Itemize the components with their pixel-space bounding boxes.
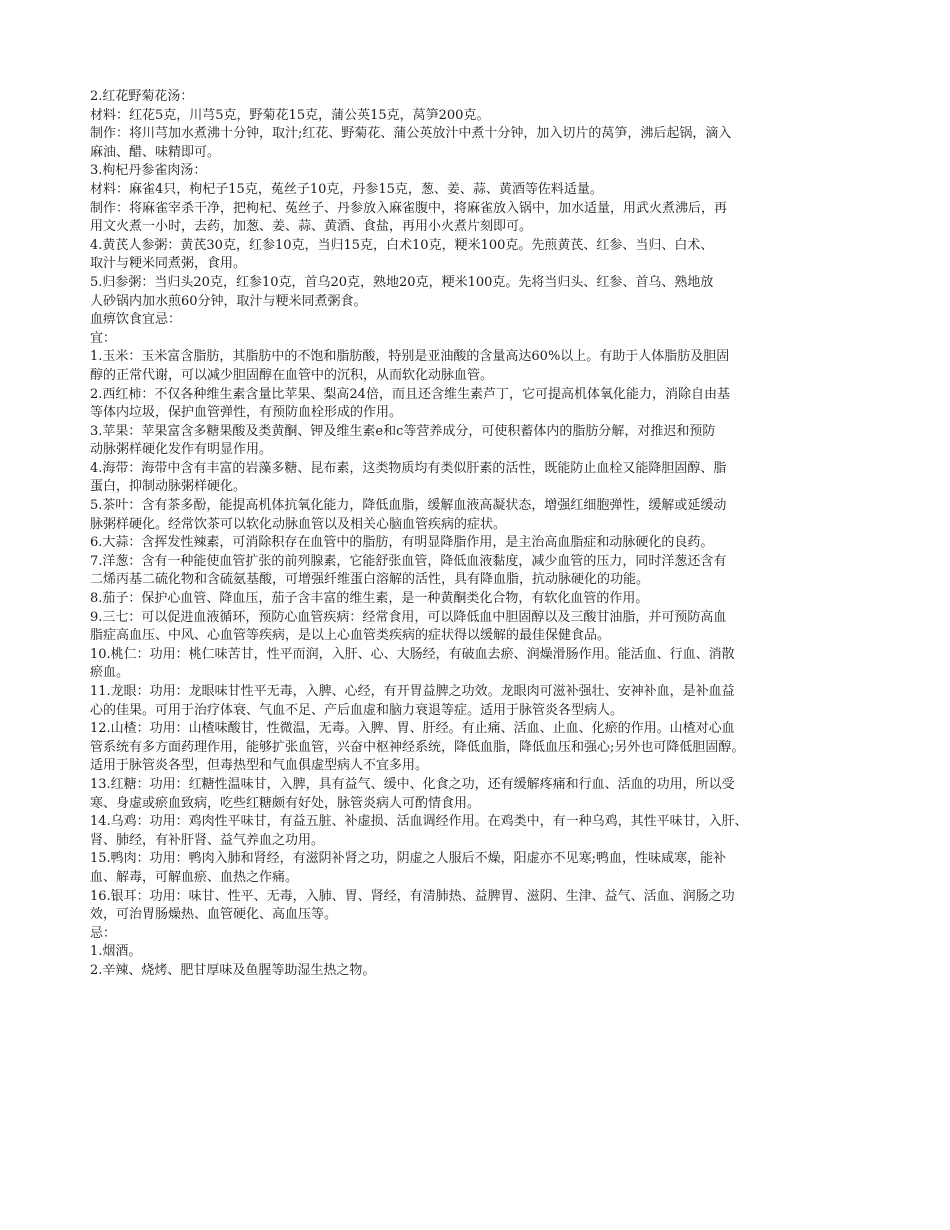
text-line: 二烯丙基二硫化物和含硫氨基酸，可增强纤维蛋白溶解的活性，具有降血脂，抗动脉硬化的功能。	[90, 572, 650, 588]
text-line: 效，可治胃肠燥热、血管硬化、高血压等。	[90, 907, 338, 923]
text-line: 醇的正常代谢，可以减少胆固醇在血管中的沉积，从而软化动脉血管。	[90, 367, 494, 383]
text-line: 脂症高血压、中风、心血管等疾病，是以上心血管类疾病的症状得以缓解的最佳保健食品。	[90, 628, 611, 644]
subheading-recommended: 宜：	[90, 330, 117, 346]
text-line: 6.大蒜：含挥发性辣素，可消除积存在血管中的脂肪，有明显降脂作用，是主治高血脂症和动脉硬化的良药。	[90, 535, 714, 551]
text-line: 蛋白，抑制动脉粥样硬化。	[90, 479, 247, 495]
text-line: 脉粥样硬化。经常饮茶可以软化动脉血管以及相关心脑血管疾病的症状。	[90, 516, 507, 532]
section-heading-recipe-2: 2.红花野菊花汤：	[90, 89, 194, 104]
text-line: 等体内垃圾，保护血管弹性，有预防血栓形成的作用。	[90, 405, 403, 421]
text-line: 3.苹果：苹果富含多糖果酸及类黄酮、钾及维生素e和c等营养成分，可使积蓄体内的脂肪分解，对推迟和预防	[90, 423, 716, 439]
text-line: 15.鸭肉：功用：鸭肉入肺和肾经，有滋阴补肾之功，阴虚之人服后不燥，阳虚亦不见寒;鸭血，性味咸寒，能补	[90, 851, 727, 867]
text-line: 10.桃仁：功用：桃仁味苦甘，性平而润，入肝、心、大肠经，有破血去瘀、润燥滑肠作用。能活血、行血、消散	[90, 646, 735, 662]
text-line: 人砂锅内加水煎60分钟，取汁与粳米同煮粥食。	[90, 293, 367, 309]
text-line: 适用于脉管炎各型，但毒热型和气血俱虚型病人不宜多用。	[90, 758, 429, 774]
subheading-avoid: 忌：	[90, 925, 117, 941]
text-line: 瘀血。	[90, 665, 130, 681]
text-line: 1.玉米：玉米富含脂肪，其脂肪中的不饱和脂肪酸，特别是亚油酸的含量高达60%以上。有助于人体脂肪及胆固	[90, 349, 730, 365]
text-line: 用文火煮一小时，去药，加葱、姜、蒜、黄酒、食盐，再用小火煮片刻即可。	[90, 219, 533, 235]
text-line: 8.茄子：保护心血管、降血压，茄子含丰富的维生素，是一种黄酮类化合物，有软化血管的作用。	[90, 591, 649, 607]
text-line: 肾、肺经，有补肝肾、益气养血之功用。	[90, 832, 325, 848]
text-line: 动脉粥样硬化发作有明显作用。	[90, 442, 273, 458]
text-line: 材料：麻雀4只，枸杞子15克，菟丝子10克，丹参15克，葱、姜、蒜、黄酒等佐料适量。	[90, 181, 603, 197]
text-line: 制作：将川芎加水煮沸十分钟，取汁;红花、野菊花、蒲公英放汁中煮十分钟，加入切片的莴笋，沸后起锅，滴入	[90, 126, 732, 142]
text-line: 寒、身虚或瘀血致病，吃些红糖颇有好处，脉管炎病人可酌情食用。	[90, 795, 481, 811]
text-line: 5.茶叶：含有茶多酚，能提高机体抗氧化能力，降低血脂，缓解血液高凝状态，增强红细胞弹性，缓解或延缓动	[90, 498, 727, 514]
text-line: 管系统有多方面药理作用，能够扩张血管，兴奋中枢神经系统，降低血脂，降低血压和强心;另外也可降低胆固醇。	[90, 739, 745, 755]
text-line: 麻油、醋、味精即可。	[90, 144, 221, 160]
text-line: 心的佳果。可用于治疗体衰、气血不足、产后血虚和脑力衰退等症。适用于脉管炎各型病人。	[90, 702, 624, 718]
text-line: 9.三七：可以促进血液循环，预防心血管疾病：经常食用，可以降低血中胆固醇以及三酸甘油脂，并可预防高血	[90, 609, 727, 625]
text-line: 材料：红花5克，川芎5克，野菊花15克，蒲公英15克，莴笋200克。	[90, 107, 490, 123]
section-heading-recipe-5: 5.归参粥：当归头20克，红参10克，首乌20克，熟地20克，粳米100克。先将当归头、红参、首乌、熟地放	[90, 274, 714, 290]
section-heading-recipe-4: 4.黄芪人参粥：黄芪30克，红参10克，当归15克，白术10克，粳米100克。先煎黄芪、红参、当归、白术、	[90, 237, 714, 253]
text-line: 4.海带：海带中含有丰富的岩藻多糖、昆布素，这类物质均有类似肝素的活性，既能防止血栓又能降胆固醇、脂	[90, 460, 727, 476]
text-line: 14.乌鸡：功用：鸡肉性平味甘，有益五脏、补虚损、活血调经作用。在鸡类中，有一种乌鸡，其性平味甘，入肝、	[90, 814, 748, 830]
section-heading-diet: 血痹饮食宜忌：	[90, 312, 182, 328]
text-line: 血、解毒，可解血瘀、血热之作痛。	[90, 869, 299, 885]
text-line: 7.洋葱：含有一种能使血管扩张的前列腺素，它能舒张血管，降低血液黏度，减少血管的压力，同时洋葱还含有	[90, 553, 727, 569]
text-line: 2.西红柿：不仅各种维生素含量比苹果、梨高24倍，而且还含维生素芦丁，它可提高机体氧化能力，消除自由基	[90, 386, 730, 402]
text-line: 12.山楂：功用：山楂味酸甘，性微温，无毒。入脾、胃、肝经。有止痛、活血、止血、化瘀的作用。山楂对心血	[90, 721, 735, 737]
text-line: 1.烟酒。	[90, 944, 142, 960]
document-body	[90, 88, 870, 981]
section-heading-recipe-3: 3.枸杞丹参雀肉汤：	[90, 163, 207, 179]
text-line: 2.辛辣、烧烤、肥甘厚味及鱼腥等助湿生热之物。	[90, 962, 376, 978]
text-line: 取汁与粳米同煮粥，食用。	[90, 256, 247, 272]
text-line: 16.银耳：功用：味甘、性平、无毒，入肺、胃、肾经，有清肺热、益脾胃、滋阴、生津、益气、活血、润肠之功	[90, 888, 735, 904]
text-line: 13.红糖：功用：红糖性温味甘，入脾，具有益气、缓中、化食之功，还有缓解疼痛和行血、活血的功用，所以受	[90, 776, 735, 792]
text-line: 11.龙眼：功用：龙眼味甘性平无毒，入脾、心经，有开胃益脾之功效。龙眼肉可滋补强壮、安神补血，是补血益	[90, 684, 735, 699]
text-line: 制作：将麻雀宰杀干净，把枸杞、菟丝子、丹参放入麻雀腹中，将麻雀放入锅中，加水适量，用武火煮沸后，再	[90, 200, 728, 216]
